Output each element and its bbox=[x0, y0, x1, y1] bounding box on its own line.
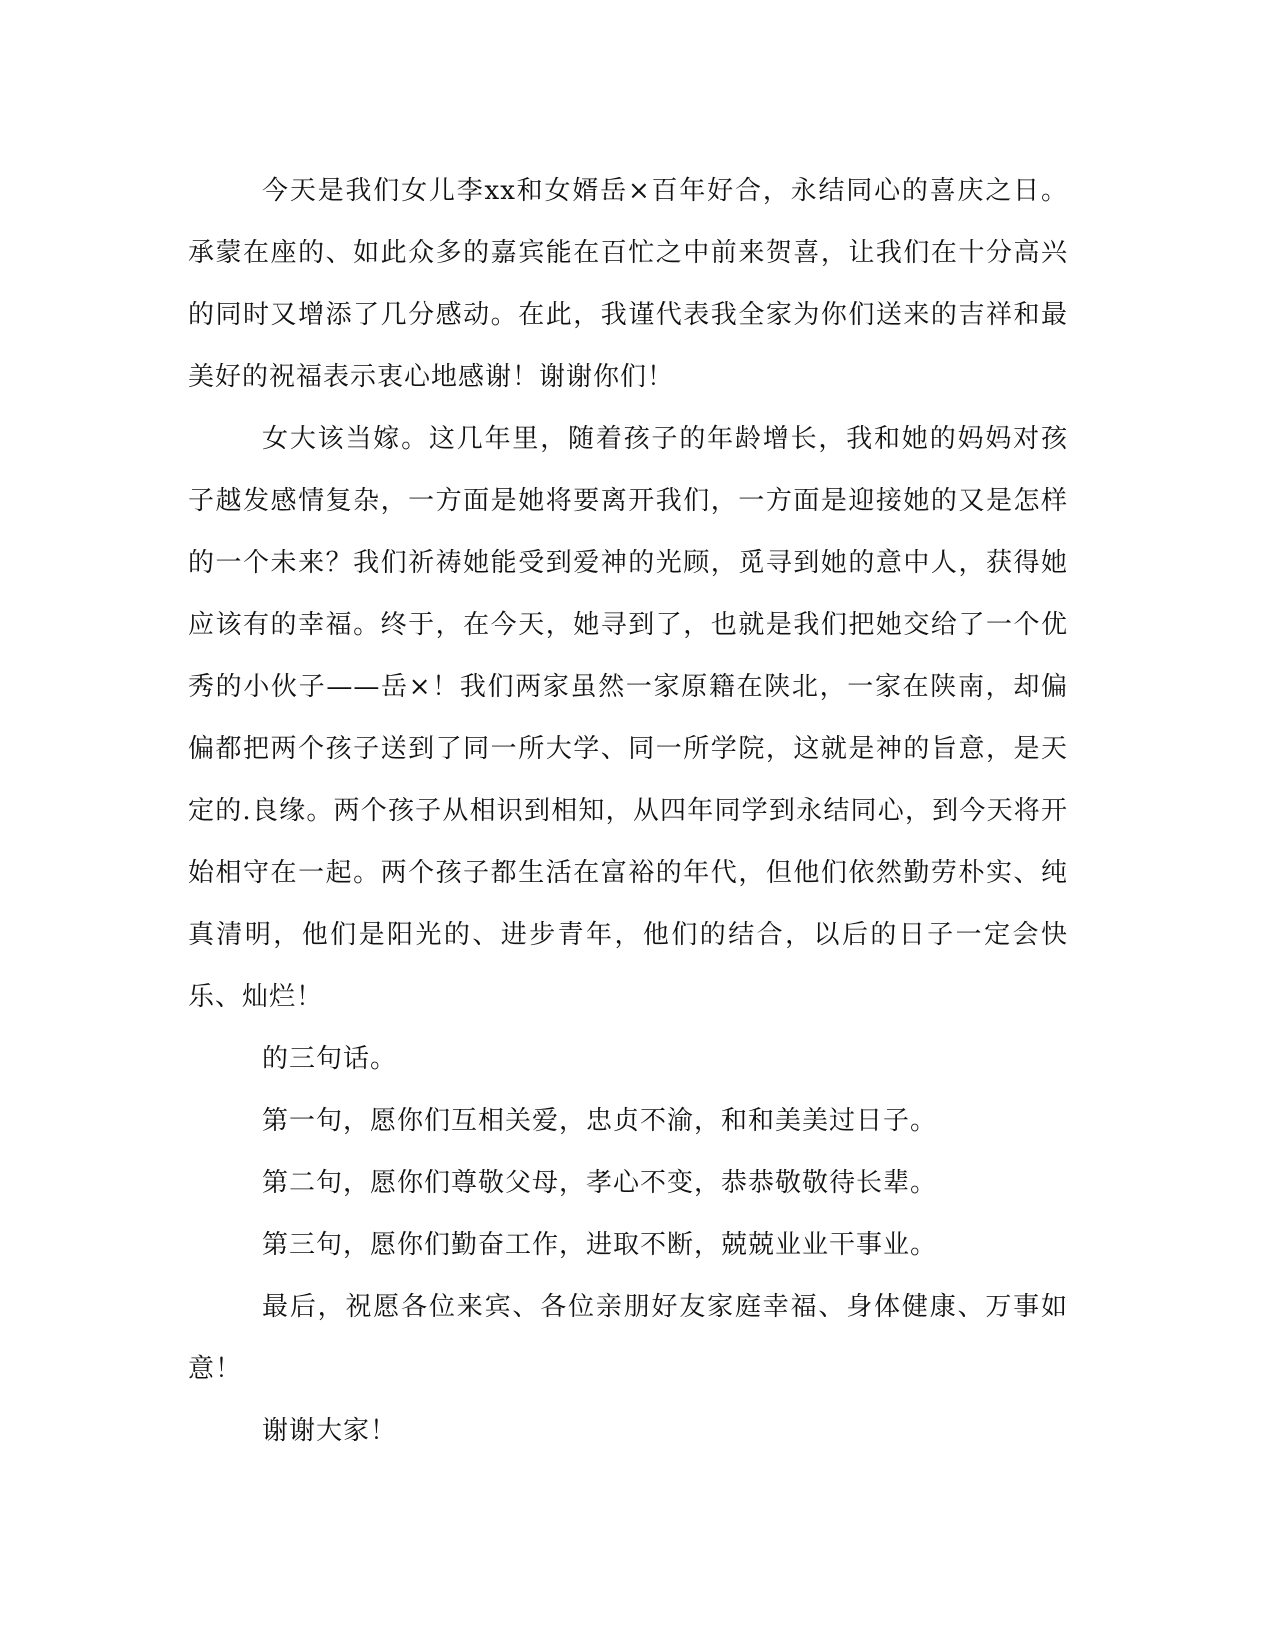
paragraph-final-wishes: 最后，祝愿各位来宾、各位亲朋好友家庭幸福、身体健康、万事如意！ bbox=[188, 1292, 1068, 1384]
paragraph-opening: 今天是我们女儿李xx和女婿岳×百年好合，永结同心的喜庆之日。承蒙在座的、如此众多的嘉宾能在百忙之中前来贺喜，让我们在十分高兴的同时又增添了几分感动。在此，我谨代表我全家为你们送来的吉祥和最美好的祝福表示衷心地感谢！谢谢你们！ bbox=[188, 176, 1068, 392]
paragraph-first-sentence: 第一句，愿你们互相关爱，忠贞不渝，和和美美过日子。 bbox=[262, 1106, 938, 1136]
paragraph-thanks: 谢谢大家！ bbox=[262, 1416, 398, 1446]
document-body bbox=[188, 160, 1068, 1462]
paragraph-three-sentences-intro: 的三句话。 bbox=[262, 1044, 398, 1074]
paragraph-daughter-marriage: 女大该当嫁。这几年里，随着孩子的年龄增长，我和她的妈妈对孩子越发感情复杂，一方面是她将要离开我们，一方面是迎接她的又是怎样的一个未来？我们祈祷她能受到爱神的光顾，觅寻到她的意中人，获得她应该有的幸福。终于，在今天，她寻到了，也就是我们把她交给了一个优秀的小伙子——岳×！我们两家虽然一家原籍在陕北，一家在陕南，却偏偏都把两个孩子送到了同一所大学、同一所学院，这就是神的旨意，是天定的.良缘。两个孩子从相识到相知，从四年同学到永结同心，到今天将开始相守在一起。两个孩子都生活在富裕的年代，但他们依然勤劳朴实、纯真清明，他们是阳光的、进步青年，他们的结合，以后的日子一定会快乐、灿烂！ bbox=[188, 424, 1068, 1012]
paragraph-third-sentence: 第三句，愿你们勤奋工作，进取不断，兢兢业业干事业。 bbox=[262, 1230, 938, 1260]
paragraph-second-sentence: 第二句，愿你们尊敬父母，孝心不变，恭恭敬敬待长辈。 bbox=[262, 1168, 938, 1198]
